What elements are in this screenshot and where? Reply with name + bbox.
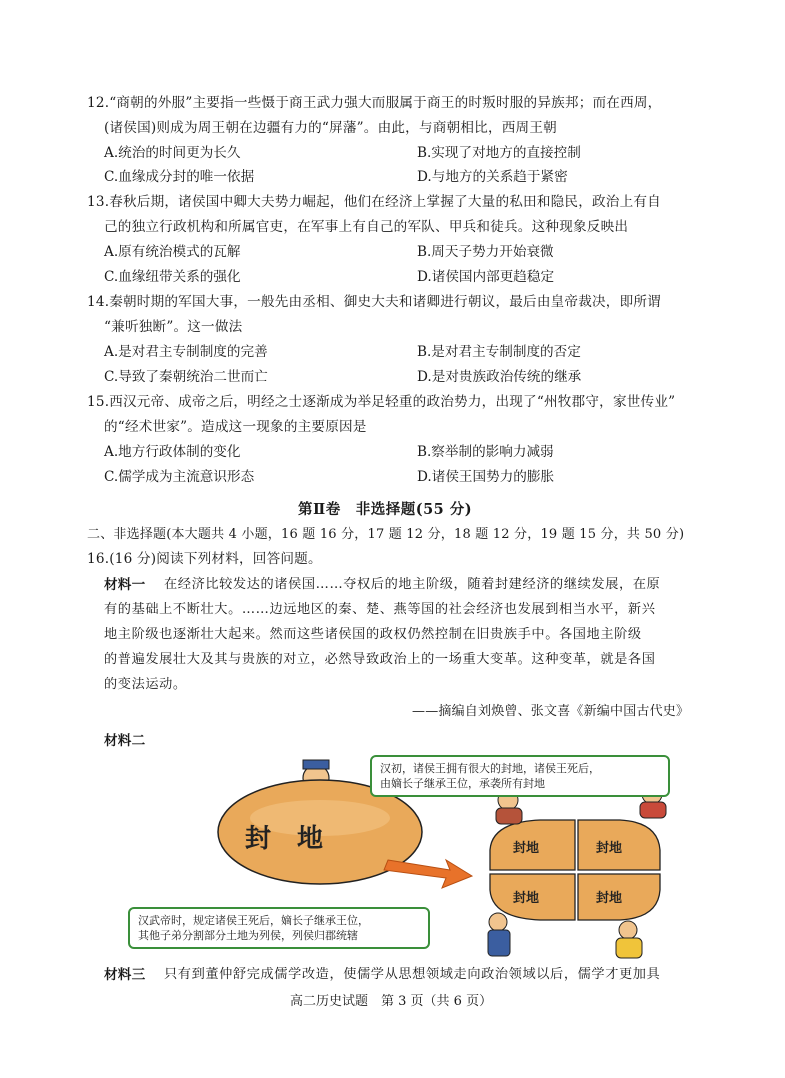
q15-stem-line2: 的“经术世家”。造成这一现象的主要原因是 [104, 419, 367, 435]
q13-option-b: B.周天子势力开始衰微 [417, 244, 554, 260]
q14-stem-line1: 14.秦朝时期的军国大事，一般先由丞相、御史大夫和诸卿进行朝议，最后由皇帝裁决，即所谓 [87, 294, 661, 310]
page-footer: 高二历史试题 第 3 页（共 6 页） [290, 994, 493, 1009]
fief-label-4: 封地 [596, 891, 623, 906]
cartoon-note-top-line1: 汉初，诸侯王拥有很大的封地，诸侯王死后， [380, 762, 600, 775]
material1-line2: 有的基础上不断壮大。……边远地区的秦、楚、燕等国的社会经济也发展到相当水平，新兴 [104, 602, 656, 617]
fief-label-1: 封地 [513, 841, 540, 856]
material2-label: 材料二 [104, 733, 146, 749]
transition-arrow [384, 860, 472, 888]
material1-line5: 的变法运动。 [104, 677, 187, 692]
q13-option-c: C.血缘纽带关系的强化 [104, 269, 241, 285]
large-fief-label: 封 地 [245, 824, 324, 854]
q14-option-c: C.导致了秦朝统治二世而亡 [104, 369, 268, 385]
q15-stem-line1: 15.西汉元帝、成帝之后，明经之士逐渐成为举足轻重的政治势力，出现了“州牧郡守，家世传业” [87, 394, 676, 410]
q12-stem-line2: (诸侯国)则成为周王朝在边疆有力的“屏藩”。由此，与商朝相比，西周王朝 [104, 120, 557, 136]
cartoon-note-bottom-line1: 汉武帝时，规定诸侯王死后，嫡长子继承王位， [138, 914, 369, 927]
material1-line4: 的普遍发展壮大及其与贵族的对立，必然导致政治上的一场重大变革。这种变革，就是各国 [104, 652, 656, 667]
q12-option-d: D.与地方的关系趋于紧密 [417, 169, 568, 185]
q13-option-d: D.诸侯国内部更趋稳定 [417, 269, 555, 285]
q14-stem-line2: “兼听独断”。这一做法 [104, 319, 243, 335]
q12-option-a: A.统治的时间更为长久 [104, 145, 241, 161]
cartoon-note-bottom-line2: 其他子弟分割部分土地为列侯，列侯归郡统辖 [138, 929, 358, 942]
q15-option-a: A.地方行政体制的变化 [104, 444, 241, 460]
section2-title: 第Ⅱ卷 非选择题(55 分) [298, 501, 473, 518]
material3-line1: 只有到董仲舒完成儒学改造，使儒学从思想领域走向政治领域以后，儒学才更加具 [164, 967, 661, 982]
section2-intro: 二、非选择题(本大题共 4 小题，16 题 16 分，17 题 12 分，18 题 12 分，19 题 15 分，共 50 分) [87, 527, 685, 542]
cartoon-note-top-line2: 由嫡长子继承王位，承袭所有封地 [380, 777, 545, 790]
q13-stem-line2: 己的独立行政机构和所属官吏，在军事上有自己的军队、甲兵和徒兵。这种现象反映出 [104, 219, 629, 235]
fief-label-3: 封地 [513, 891, 540, 906]
material1-line3: 地主阶级也逐渐壮大起来。然而这些诸侯国的政权仍然控制在旧贵族手中。各国地主阶级 [104, 627, 642, 642]
q16-stem: 16.(16 分)阅读下列材料，回答问题。 [87, 551, 322, 567]
material1-line1: 在经济比较发达的诸侯国……夺权后的地主阶级，随着封建经济的继续发展，在原 [164, 577, 661, 592]
q15-option-d: D.诸侯王国势力的膨胀 [417, 469, 555, 485]
q14-option-b: B.是对君主专制制度的否定 [417, 344, 581, 360]
material3-label: 材料三 [104, 967, 146, 983]
fief-label-2: 封地 [596, 841, 623, 856]
cartoon-note-top [370, 755, 670, 797]
q13-option-a: A.原有统治模式的瓦解 [104, 244, 241, 260]
material1-label: 材料一 [104, 577, 146, 593]
cartoon-note-bottom [128, 907, 430, 949]
q12-option-c: C.血缘成分封的唯一依据 [104, 169, 255, 185]
q14-option-a: A.是对君主专制制度的完善 [104, 344, 268, 360]
q15-option-c: C.儒学成为主流意识形态 [104, 469, 255, 485]
q12-stem-line1: 12.“商朝的外服”主要指一些慑于商王武力强大而服属于商王的时叛时服的异族邦；而在西周， [87, 95, 662, 111]
q13-stem-line1: 13.春秋后期，诸侯国中卿大夫势力崛起，他们在经济上掌握了大量的私田和隐民，政治上有自 [87, 194, 661, 210]
q15-option-b: B.察举制的影响力减弱 [417, 444, 554, 460]
q14-option-d: D.是对贵族政治传统的继承 [417, 369, 582, 385]
noble-figures [488, 784, 666, 958]
material1-source: ——摘编自刘焕曾、张文喜《新编中国古代史》 [412, 704, 690, 719]
q12-option-b: B.实现了对地方的直接控制 [417, 145, 581, 161]
